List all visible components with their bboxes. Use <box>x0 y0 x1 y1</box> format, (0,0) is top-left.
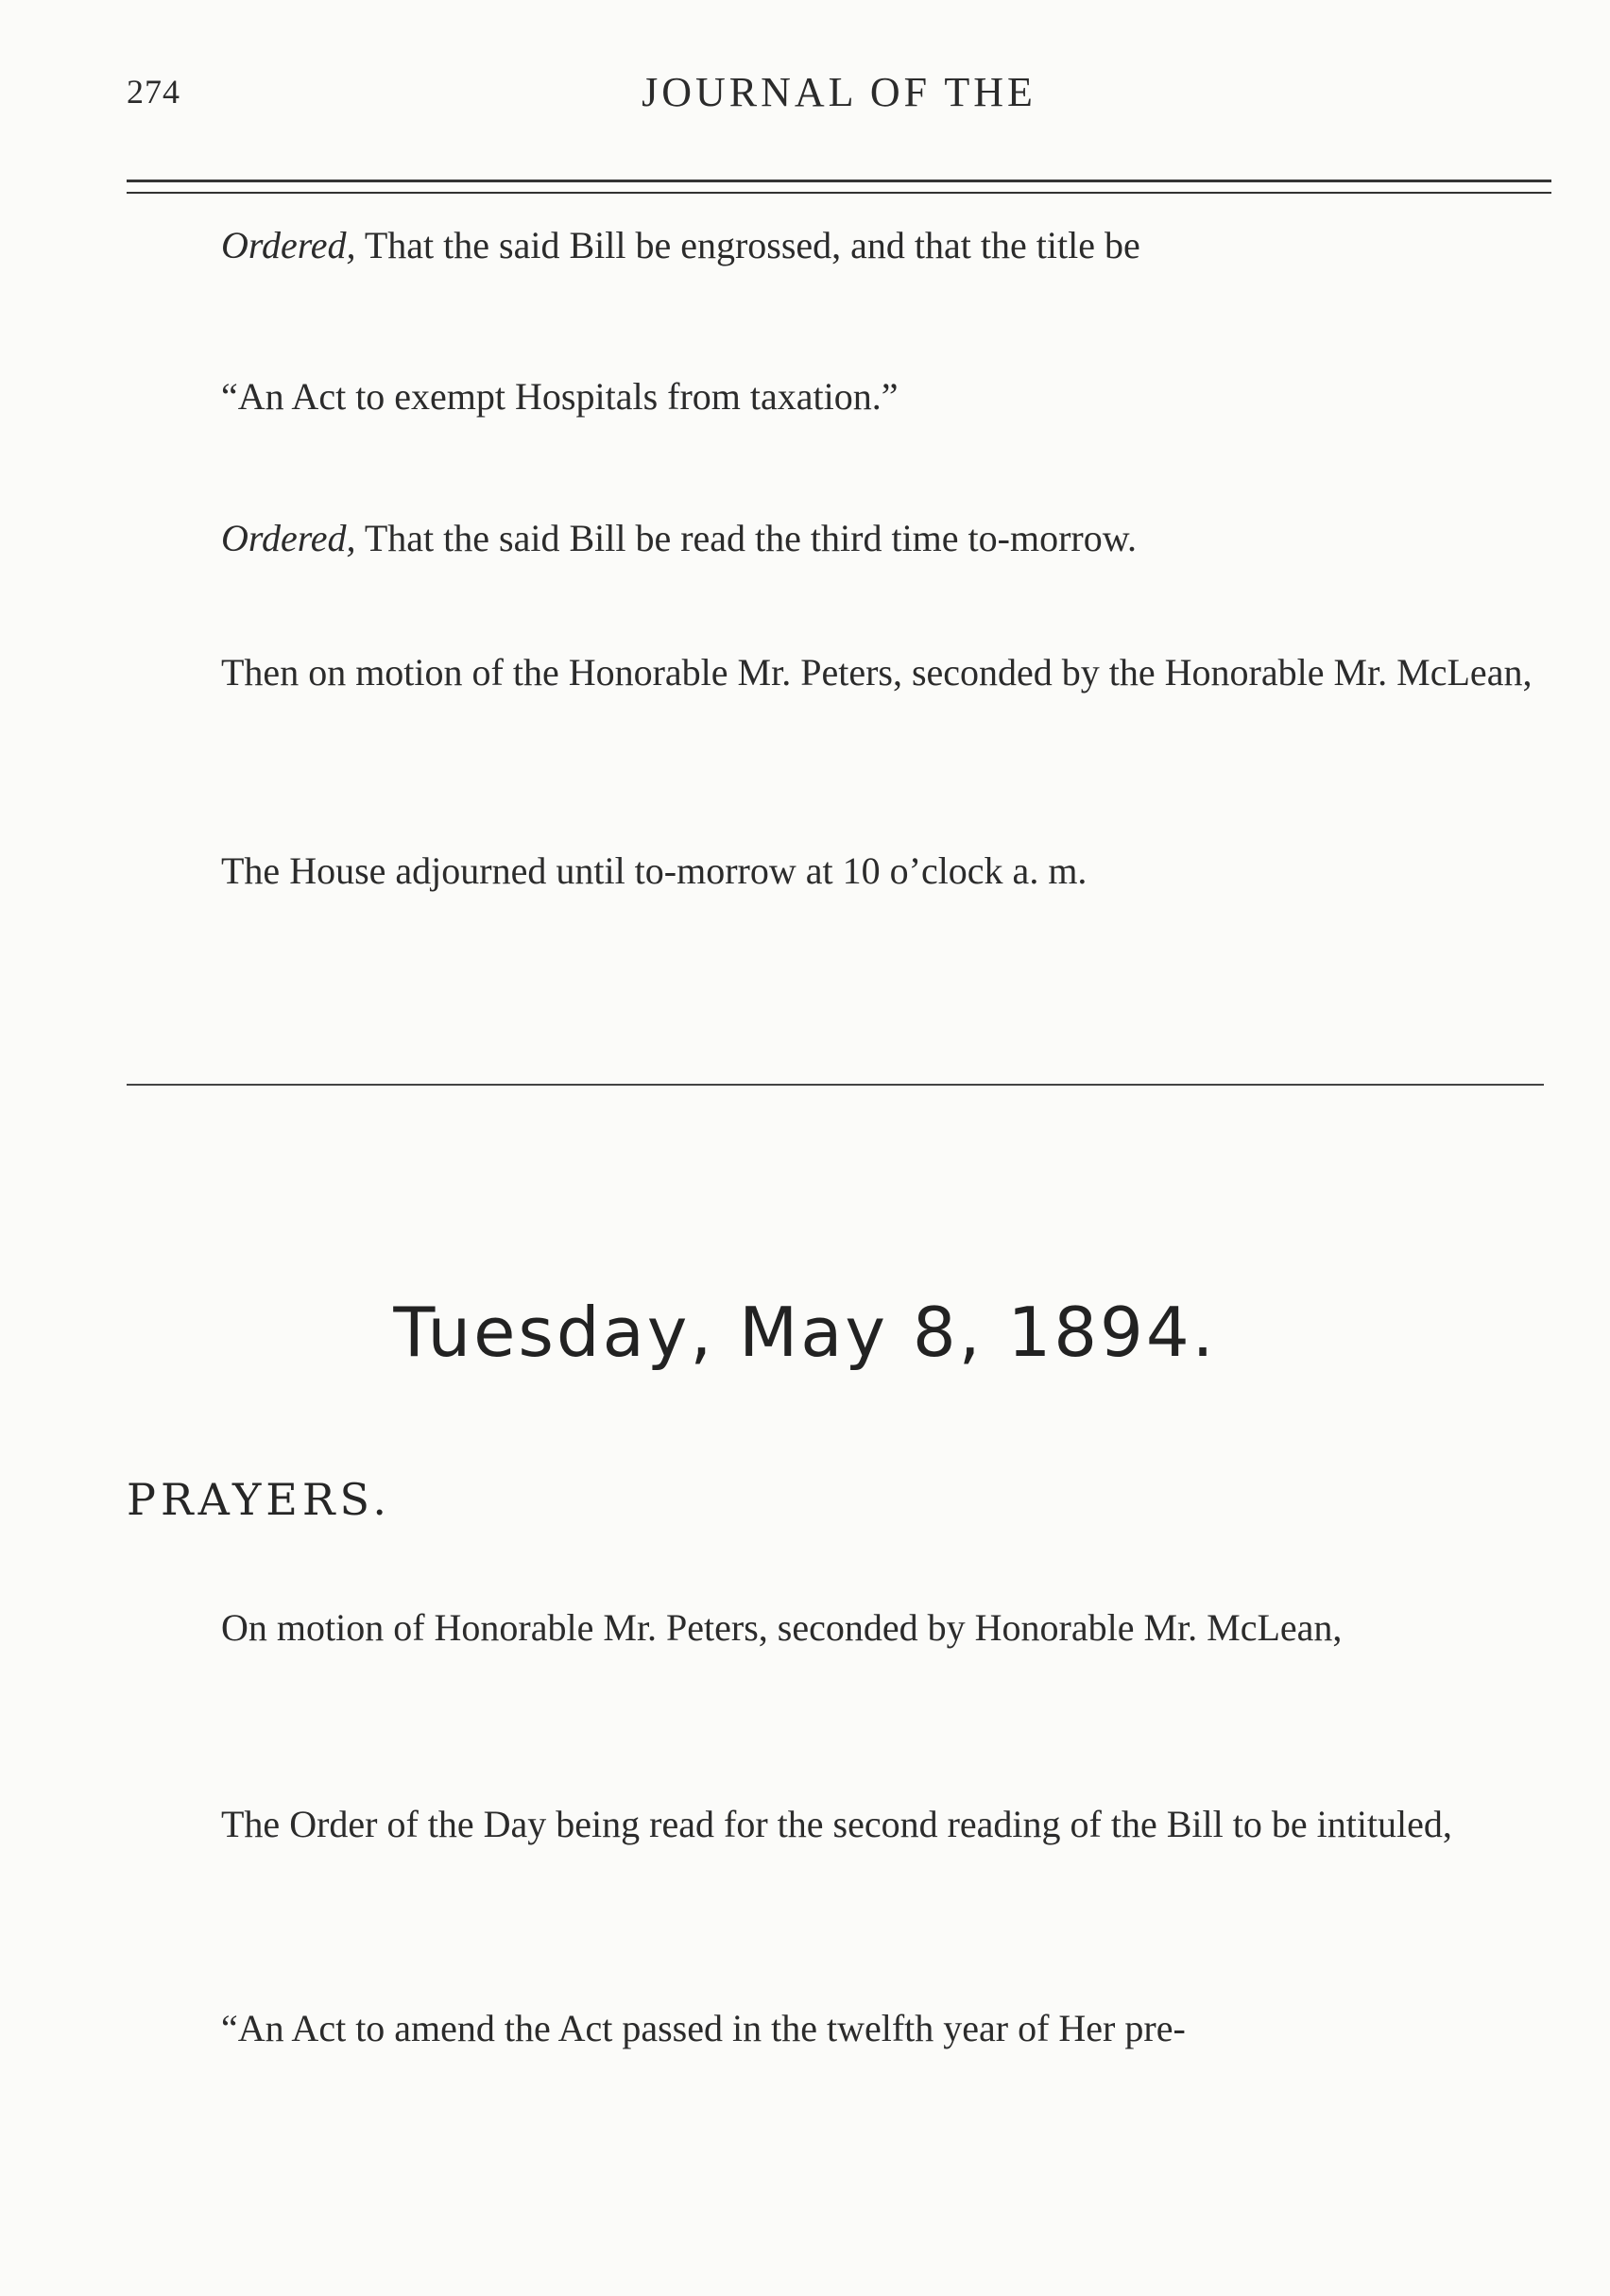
act-title-hospitals: “An Act to exempt Hospitals from taxation.” <box>221 375 899 418</box>
ordered-engrossed-text: That the said Bill be engrossed, and that the title be <box>355 224 1140 266</box>
act-amend-paragraph: “An Act to amend the Act passed in the twelfth year of Her pre- <box>221 2007 1186 2049</box>
section-divider-rule <box>127 1084 1544 1086</box>
ordered-lead: Ordered, <box>221 517 356 559</box>
header-double-rule <box>127 180 1551 194</box>
running-head: JOURNAL OF THE <box>642 69 1036 115</box>
motion-peters-paragraph: On motion of Honorable Mr. Peters, seconded by Honorable Mr. McLean, <box>221 1606 1343 1649</box>
motion-adjourn-paragraph: Then on motion of the Honorable Mr. Peters, seconded by the Honorable Mr. McLean, <box>221 651 1533 694</box>
ordered-third-reading-paragraph <box>127 510 1551 566</box>
prayers-heading: PRAYERS. <box>127 1474 392 1525</box>
ordered-lead: Ordered, <box>221 224 356 266</box>
page-number: 274 <box>127 73 180 111</box>
ordered-engrossed-paragraph <box>127 217 1551 273</box>
page-header <box>127 69 1551 129</box>
sitting-date-heading: Tuesday, May 8, 1894. <box>393 1293 1217 1372</box>
order-of-day-paragraph: The Order of the Day being read for the second reading of the Bill to be intituled, <box>221 1803 1452 1845</box>
ordered-third-reading-text: That the said Bill be read the third time to-morrow. <box>355 517 1138 559</box>
house-adjourned-paragraph: The House adjourned until to-morrow at 10 o’clock a. m. <box>221 849 1088 892</box>
